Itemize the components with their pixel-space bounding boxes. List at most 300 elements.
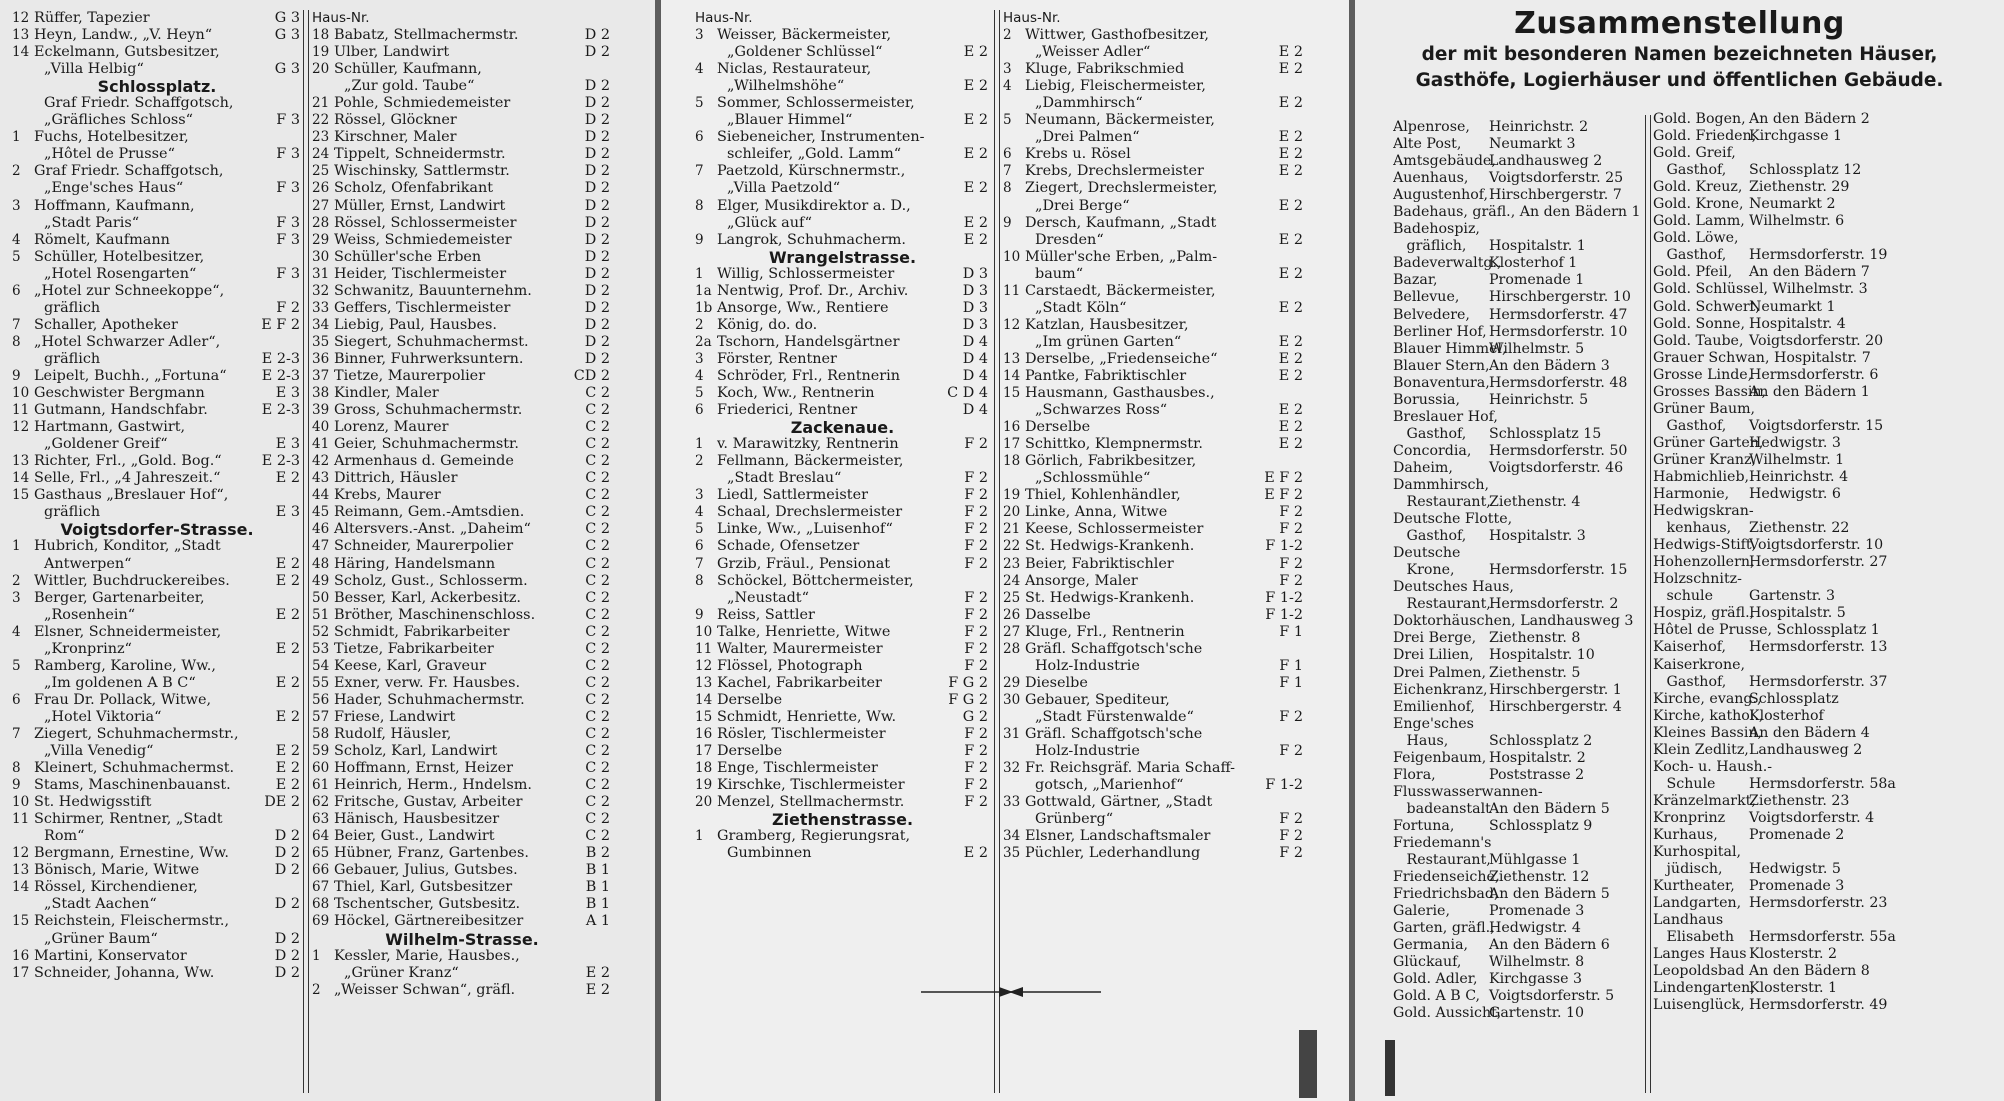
directory-entry	[12, 538, 302, 555]
directory-entry	[312, 760, 612, 777]
building-address: Heinrichstr. 2	[1489, 119, 1589, 135]
resident-text: Liebig, Paul, Hausbes.	[334, 316, 497, 333]
directory-entry	[695, 709, 990, 726]
resident-text: Katzlan, Hausbesitzer,	[1025, 316, 1189, 333]
building-name: Hohenzollern,	[1653, 554, 1755, 571]
grid-reference: F 1-2	[1265, 589, 1303, 606]
building-name: Borussia,	[1393, 391, 1460, 408]
grid-reference: F 2	[964, 589, 988, 606]
grid-reference: F 2	[1279, 572, 1303, 589]
resident-text: Dresden“	[1035, 231, 1104, 248]
house-number: 25	[1003, 589, 1021, 606]
grid-reference: F 3	[276, 214, 300, 231]
building-name: Galerie,	[1393, 903, 1450, 920]
resident-text: Weiss, Schmiedemeister	[334, 231, 512, 248]
building-name: Badehaus, gräfl., An den Bädern 1	[1393, 204, 1641, 221]
house-number: 57	[312, 708, 330, 725]
resident-text: Schade, Ofensetzer	[717, 538, 860, 555]
resident-text: Friese, Landwirt	[334, 708, 456, 725]
building-address: Hospitalstr. 1	[1489, 238, 1586, 255]
directory-entry	[312, 112, 612, 129]
house-number: 41	[312, 436, 330, 453]
directory-entry	[695, 146, 990, 163]
directory-entry	[12, 675, 302, 692]
house-number: 3	[695, 487, 704, 504]
building-address: Hermsdorferstr. 13	[1749, 639, 1888, 656]
directory-entry	[695, 385, 990, 402]
grid-reference: D 2	[584, 78, 610, 95]
index-entry	[1653, 708, 2001, 725]
building-address: Hirschbergerstr. 4	[1489, 698, 1622, 715]
index-entry	[1653, 963, 2001, 980]
building-name: Gold. A B C,	[1393, 988, 1481, 1005]
building-name: Gold. Bogen,	[1653, 111, 1746, 127]
directory-entry	[695, 61, 990, 78]
directory-entry	[312, 470, 612, 487]
resident-text: Holz-Industrie	[1035, 657, 1140, 674]
directory-entry	[695, 368, 990, 385]
directory-entry	[312, 879, 612, 896]
resident-text: Scholz, Ofenfabrikant	[334, 180, 494, 197]
resident-text: Römelt, Kaufmann	[34, 231, 170, 248]
column-header-label: Haus-Nr.	[312, 10, 370, 26]
building-address: Wilhelmstr. 5	[1489, 340, 1585, 357]
house-number: 53	[312, 640, 330, 657]
directory-entry	[12, 215, 302, 232]
grid-reference: C 2	[585, 708, 610, 725]
grid-reference: C 2	[585, 725, 610, 742]
house-number: 32	[312, 282, 330, 299]
directory-entry	[1003, 78, 1305, 95]
grid-reference: D 4	[962, 367, 988, 384]
directory-entry	[12, 879, 302, 896]
grid-reference: E 2	[1278, 61, 1303, 78]
directory-entry	[12, 180, 302, 197]
directory-entry	[1003, 180, 1305, 197]
building-name: Lindengarten,	[1653, 980, 1755, 997]
directory-entry	[695, 538, 990, 555]
resident-text: Gutmann, Handschfabr.	[34, 402, 208, 419]
building-name: Concordia,	[1393, 442, 1472, 459]
index-entry	[1653, 418, 2001, 435]
resident-text: „Hôtel de Prusse“	[44, 146, 175, 163]
resident-text: Geier, Schuhmachermstr.	[334, 436, 519, 453]
grid-reference: E 2	[1278, 299, 1303, 316]
grid-reference: F 2	[1279, 504, 1303, 521]
street-name: Voigtsdorfer-Strasse.	[60, 520, 254, 540]
resident-text: Tietze, Maurerpolier	[334, 367, 486, 384]
grid-reference: F 2	[1279, 743, 1303, 760]
resident-text: „Hotel Rosengarten“	[44, 265, 197, 282]
resident-text: St. Hedwigs-Krankenh.	[1025, 538, 1195, 555]
resident-text: Dieselbe	[1025, 674, 1088, 691]
resident-text: Kirschner, Maler	[334, 129, 457, 146]
house-number: 24	[1003, 572, 1021, 589]
house-number: 17	[1003, 436, 1021, 453]
grid-reference: C 2	[585, 640, 610, 657]
house-number: 35	[312, 333, 330, 350]
directory-entry	[12, 402, 302, 419]
grid-reference: C 2	[585, 402, 610, 419]
index-entry	[1653, 520, 2001, 537]
building-name: Fortuna,	[1393, 817, 1455, 834]
building-address: Hermsdorferstr. 6	[1749, 366, 1879, 383]
resident-text: Schwanitz, Bauunternehm.	[334, 282, 532, 299]
resident-text: Förster, Rentner	[717, 350, 837, 367]
directory-entry	[12, 112, 302, 129]
resident-text: Püchler, Lederhandlung	[1025, 845, 1201, 862]
resident-text: „Grüner Kranz“	[344, 964, 459, 981]
building-name: Glückauf,	[1393, 954, 1462, 971]
resident-text: Leipelt, Buchh., „Fortuna“	[34, 367, 227, 384]
grid-reference: D 2	[584, 95, 610, 112]
building-address: Ziethenstr. 4	[1489, 494, 1581, 511]
resident-text: „Stadt Köln“	[1035, 299, 1127, 316]
grid-reference: E 2	[275, 777, 300, 794]
grid-reference: D 2	[274, 947, 300, 964]
directory-entry	[312, 965, 612, 982]
house-number: 4	[695, 504, 704, 521]
directory-entry	[695, 95, 990, 112]
building-address: Hirschbergerstr. 7	[1489, 187, 1622, 204]
directory-entry	[312, 607, 612, 624]
building-name: Grüner Baum,	[1653, 400, 1756, 417]
building-address: Gartenstr. 10	[1489, 1005, 1585, 1022]
resident-text: „Drei Berge“	[1035, 197, 1130, 214]
resident-text: Rössel, Kirchendiener,	[34, 879, 198, 896]
house-number: 30	[1003, 691, 1021, 708]
building-name: Augustenhof,	[1393, 187, 1489, 204]
building-address: Ziethenstr. 8	[1489, 630, 1581, 647]
resident-text: Ansorge, Maler	[1025, 572, 1138, 589]
building-address: An den Bädern 2	[1749, 111, 1870, 127]
building-address: Mühlgasse 1	[1489, 852, 1581, 869]
resident-text: Geffers, Tischlermeister	[334, 299, 511, 316]
directory-entry	[1003, 283, 1305, 300]
grid-reference: E 2	[1278, 197, 1303, 214]
resident-text: „Weisser Adler“	[1035, 44, 1151, 61]
grid-reference: C 2	[585, 743, 610, 760]
building-name: Gold. Pfeil,	[1653, 264, 1733, 281]
building-address: Klosterstr. 1	[1749, 980, 1838, 997]
directory-entry	[12, 777, 302, 794]
resident-text: Hänisch, Hausbesitzer	[334, 811, 500, 828]
directory-entry	[1003, 470, 1305, 487]
house-number: 6	[12, 282, 21, 299]
resident-text: Dersch, Kaufmann, „Stadt	[1025, 214, 1217, 231]
house-number: 9	[12, 367, 21, 384]
directory-entry	[12, 419, 302, 436]
directory-entry	[695, 794, 990, 811]
directory-entry	[312, 61, 612, 78]
resident-text: Derselbe	[717, 743, 783, 760]
directory-entry	[312, 351, 612, 368]
building-address: Hedwigstr. 3	[1749, 434, 1841, 451]
grid-reference: E 2	[1278, 333, 1303, 350]
grid-reference: E 2	[1278, 44, 1303, 61]
house-number: 34	[312, 316, 330, 333]
directory-entry	[312, 982, 612, 999]
grid-reference: F 2	[1279, 828, 1303, 845]
resident-text: Heider, Tischlermeister	[334, 265, 507, 282]
column-4	[1003, 10, 1305, 862]
resident-text: Langrok, Schuhmacherm.	[717, 231, 906, 248]
house-number: 15	[12, 913, 30, 930]
resident-text: Schaller, Apotheker	[34, 316, 178, 333]
directory-entry	[1003, 453, 1305, 470]
grid-reference: E 2	[275, 555, 300, 572]
house-number: 69	[312, 913, 330, 930]
house-number: 40	[312, 419, 330, 436]
building-name: Alte Post,	[1393, 136, 1462, 153]
resident-text: Schaal, Drechslermeister	[717, 504, 903, 521]
building-name: Krone,	[1393, 562, 1455, 579]
resident-text: Schüller'sche Erben	[334, 248, 482, 265]
resident-text: Scholz, Gust., Schlosserm.	[334, 572, 528, 589]
building-name: Haus,	[1393, 732, 1449, 749]
grid-reference: D 2	[584, 180, 610, 197]
grid-reference: F 1	[1279, 674, 1303, 691]
grid-reference: E 2	[1278, 146, 1303, 163]
house-number: 5	[12, 657, 21, 674]
house-number: 8	[12, 333, 21, 350]
grid-reference: F 2	[964, 521, 988, 538]
directory-entry	[12, 453, 302, 470]
index-entry	[1653, 281, 2001, 298]
grid-reference: E 3	[275, 436, 300, 453]
street-heading	[12, 78, 302, 95]
directory-entry	[312, 163, 612, 180]
house-number: 33	[312, 299, 330, 316]
directory-entry	[312, 692, 612, 709]
grid-reference: D 2	[274, 896, 300, 913]
building-address: Hermsdorferstr. 2	[1489, 596, 1619, 613]
grid-reference: E 2-3	[261, 350, 300, 367]
building-address: An den Bädern 7	[1749, 264, 1870, 281]
resident-text: Krebs u. Rösel	[1025, 146, 1131, 163]
building-name: Gasthof,	[1653, 162, 1727, 179]
directory-entry	[695, 692, 990, 709]
resident-text: Kirschke, Tischlermeister	[717, 777, 905, 794]
house-number: 8	[695, 572, 704, 589]
directory-entry	[695, 163, 990, 180]
directory-entry	[312, 419, 612, 436]
house-number: 33	[1003, 794, 1021, 811]
house-number: 10	[12, 794, 30, 811]
resident-text: Fuchs, Hotelbesitzer,	[34, 129, 189, 146]
resident-text: Grünberg“	[1035, 811, 1114, 828]
resident-text: Schneider, Johanna, Ww.	[34, 964, 215, 981]
grid-reference: D 2	[584, 44, 610, 61]
house-number: 31	[312, 265, 330, 282]
grid-reference: F 1-2	[1265, 538, 1303, 555]
building-name: Gold. Greif,	[1653, 145, 1736, 162]
resident-text: Rösler, Tischlermeister	[717, 725, 886, 742]
street-name: Schlossplatz.	[97, 77, 217, 97]
directory-entry	[695, 675, 990, 692]
resident-text: Müller'sche Erben, „Palm-	[1025, 248, 1218, 265]
directory-entry	[12, 300, 302, 317]
grid-reference: C 2	[585, 521, 610, 538]
resident-text: baum“	[1035, 265, 1084, 282]
index-entry	[1653, 503, 2001, 520]
resident-text: „Im grünen Garten“	[1035, 333, 1182, 350]
house-number: 3	[695, 350, 704, 367]
building-name: Kurhospital,	[1653, 844, 1741, 861]
grid-reference: F 3	[276, 180, 300, 197]
house-number: 13	[695, 674, 713, 691]
house-number: 4	[1003, 78, 1012, 95]
building-address: Promenade 3	[1749, 878, 1845, 895]
house-number: 52	[312, 623, 330, 640]
resident-text: Gräfl. Schaffgotsch'sche	[1025, 640, 1203, 657]
building-address: Hermsdorferstr. 23	[1749, 895, 1888, 912]
grid-reference: E 2	[1278, 265, 1303, 282]
building-name: Kaiserkrone,	[1653, 656, 1746, 673]
index-entry	[1653, 452, 2001, 469]
house-number: 1b	[695, 299, 713, 316]
building-address: An den Bädern 5	[1489, 886, 1610, 903]
directory-entry	[695, 521, 990, 538]
directory-entry	[312, 521, 612, 538]
building-address: Neumarkt 3	[1489, 136, 1576, 153]
column-divider	[994, 10, 1000, 1093]
resident-text: gotsch, „Marienhof“	[1035, 777, 1184, 794]
grid-reference: E 2	[585, 964, 610, 981]
building-address: Hospitalstr. 3	[1489, 528, 1586, 545]
house-number: 31	[1003, 725, 1021, 742]
house-number: 12	[1003, 316, 1021, 333]
directory-entry	[12, 504, 302, 521]
directory-entry	[1003, 317, 1305, 334]
directory-entry	[12, 368, 302, 385]
resident-text: Armenhaus d. Gemeinde	[334, 453, 514, 470]
house-number: 36	[312, 350, 330, 367]
index-entry	[1653, 742, 2001, 759]
house-number: 15	[695, 708, 713, 725]
house-number: 1	[695, 265, 704, 282]
index-entry	[1653, 878, 2001, 895]
building-address: Kirchgasse 1	[1749, 128, 1843, 145]
street-name: Wrangelstrasse.	[768, 247, 917, 267]
resident-text: Kessler, Marie, Hausbes.,	[334, 947, 520, 964]
directory-entry	[12, 931, 302, 948]
grid-reference: B 2	[585, 845, 610, 862]
grid-reference: E F 2	[261, 316, 300, 333]
building-address: Landhausweg 2	[1749, 741, 1863, 758]
building-name: Kurhaus,	[1653, 826, 1718, 843]
resident-text: Heinrich, Herm., Hndelsm.	[334, 777, 532, 794]
house-number: 39	[312, 402, 330, 419]
grid-reference: F 2	[964, 743, 988, 760]
street-heading	[12, 521, 302, 538]
directory-entry	[312, 266, 612, 283]
directory-entry	[312, 300, 612, 317]
directory-entry	[12, 266, 302, 283]
grid-reference: E 2	[275, 640, 300, 657]
house-number: 13	[12, 453, 30, 470]
house-number: 20	[1003, 504, 1021, 521]
resident-text: „Schwarzes Ross“	[1035, 402, 1168, 419]
page-middle	[661, 0, 1349, 1101]
grid-reference: E 2	[963, 231, 988, 248]
column-divider	[1645, 115, 1651, 1093]
building-name: schule	[1653, 588, 1713, 605]
directory-entry	[312, 334, 612, 351]
house-number: 58	[312, 725, 330, 742]
directory-entry	[12, 709, 302, 726]
building-name: Berliner Hof,	[1393, 323, 1487, 340]
grid-reference: G 3	[274, 27, 300, 44]
resident-text: „Grüner Baum“	[44, 930, 158, 947]
index-entry	[1653, 299, 2001, 316]
directory-entry	[312, 658, 612, 675]
resident-text: Holz-Industrie	[1035, 743, 1140, 760]
grid-reference: C 2	[585, 623, 610, 640]
column-2	[312, 10, 612, 999]
directory-entry	[312, 249, 612, 266]
directory-entry	[312, 862, 612, 879]
grid-reference: D 2	[584, 248, 610, 265]
resident-text: Schmidt, Fabrikarbeiter	[334, 623, 510, 640]
grid-reference: F 2	[1279, 811, 1303, 828]
index-entry	[1653, 895, 2001, 912]
house-number: 18	[1003, 453, 1021, 470]
directory-entry	[695, 78, 990, 95]
directory-entry	[1003, 385, 1305, 402]
house-number: 7	[12, 725, 21, 742]
resident-text: „Blauer Himmel“	[727, 112, 853, 129]
resident-text: Rössel, Glöckner	[334, 112, 457, 129]
building-name: Eichenkranz,	[1393, 681, 1488, 698]
grid-reference: C 2	[585, 794, 610, 811]
grid-reference: D 2	[584, 27, 610, 44]
building-address: Hedwigstr. 5	[1749, 861, 1841, 878]
resident-text: Schröder, Frl., Rentnerin	[717, 367, 901, 384]
directory-entry	[1003, 95, 1305, 112]
house-number: 23	[312, 129, 330, 146]
directory-entry	[1003, 368, 1305, 385]
grid-reference: F 1	[1279, 657, 1303, 674]
directory-entry	[12, 163, 302, 180]
directory-entry	[12, 794, 302, 811]
index-entry	[1653, 657, 2001, 674]
grid-reference: E 2	[963, 845, 988, 862]
house-number: 12	[12, 419, 30, 436]
grid-reference: F 2	[964, 640, 988, 657]
resident-text: Geschwister Bergmann	[34, 385, 205, 402]
directory-entry	[695, 828, 990, 845]
building-name: Grauer Schwan, Hospitalstr. 7	[1653, 349, 1871, 366]
house-number: 21	[1003, 521, 1021, 538]
grid-reference: E 2	[1278, 231, 1303, 248]
grid-reference: F 3	[276, 112, 300, 129]
building-address: Voigtsdorferstr. 10	[1749, 537, 1884, 554]
directory-entry	[312, 590, 612, 607]
grid-reference: C 2	[585, 572, 610, 589]
resident-text: Derselbe, „Friedenseiche“	[1025, 350, 1218, 367]
house-number: 4	[695, 61, 704, 78]
grid-reference: E 2	[275, 674, 300, 691]
building-address: Hermsdorferstr. 19	[1749, 247, 1888, 264]
directory-entry	[312, 232, 612, 249]
directory-entry	[1003, 487, 1305, 504]
directory-entry	[695, 27, 990, 44]
grid-reference: E 2	[1278, 436, 1303, 453]
house-number: 28	[1003, 640, 1021, 657]
index-entry	[1653, 350, 2001, 367]
house-number: 2	[12, 572, 21, 589]
